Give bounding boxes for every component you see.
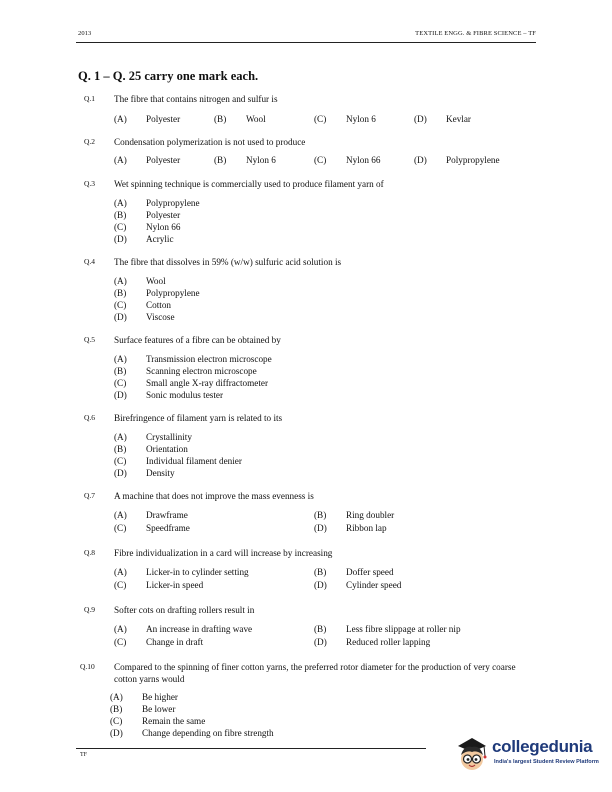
section-title: Q. 1 – Q. 25 carry one mark each. (78, 69, 259, 83)
option-a: (A) Be higher (110, 692, 178, 702)
option-c: (C) Small angle X-ray diffractometer (114, 378, 269, 388)
option-a: (A) An increase in drafting wave (114, 624, 253, 634)
watermark-tagline: India's largest Student Review Platform (494, 759, 599, 765)
option-b: (B) Be lower (110, 704, 176, 714)
option-d: (D) Ribbon lap (314, 523, 387, 533)
option-d: (D) Polypropylene (414, 155, 500, 165)
question-number: Q.8 (84, 548, 96, 557)
option-a: (A) Drawframe (114, 510, 188, 520)
option-d: (D) Sonic modulus tester (114, 390, 224, 400)
option-a: (A) Polyester (114, 114, 181, 124)
option-a: (A) Crystallinity (114, 432, 192, 442)
question-number: Q.10 (80, 662, 95, 671)
question-text: Condensation polymerization is not used to produce (114, 137, 306, 147)
option-a: (A) Licker-in to cylinder setting (114, 567, 249, 577)
question-number: Q.5 (84, 335, 96, 344)
option-d: (D) Reduced roller lapping (314, 637, 431, 647)
option-b: (B) Scanning electron microscope (114, 366, 257, 376)
question-text: Compared to the spinning of finer cotton yarns, the preferred rotor diameter for the production of very coarse cotton yarns would (114, 662, 516, 684)
question-text: Wet spinning technique is commercially used to produce filament yarn of (114, 179, 384, 189)
option-c: (C) Speedframe (114, 523, 190, 533)
option-b: (B) Polyester (114, 210, 181, 220)
option-d: (D) Cylinder speed (314, 580, 402, 590)
watermark-name: collegedunia (492, 737, 593, 756)
option-d: (D) Acrylic (114, 234, 174, 244)
option-c: (C) Cotton (114, 300, 172, 310)
question-text: Fibre individualization in a card will increase by increasing (114, 548, 333, 558)
option-b: (B) Orientation (114, 444, 188, 454)
question-number: Q.4 (84, 257, 96, 266)
question-text: Birefringence of filament yarn is related to its (114, 413, 283, 423)
question-text: Softer cots on drafting rollers result in (114, 605, 255, 615)
option-a: (A) Wool (114, 276, 166, 286)
question-number: Q.6 (84, 413, 96, 422)
option-d: (D) Change depending on fibre strength (110, 728, 274, 738)
question-text: Surface features of a fibre can be obtained by (114, 335, 281, 345)
question-text: The fibre that dissolves in 59% (w/w) sulfuric acid solution is (114, 257, 342, 267)
question-number: Q.1 (84, 94, 96, 103)
question-number: Q.7 (84, 491, 96, 500)
question-number: Q.2 (84, 137, 96, 146)
option-a: (A) Polypropylene (114, 198, 200, 208)
option-c: (C) Nylon 6 (314, 114, 376, 124)
question-text: A machine that does not improve the mass evenness is (114, 491, 314, 501)
question-number: Q.3 (84, 179, 96, 188)
option-c: (C) Remain the same (110, 716, 206, 726)
header-subject: TEXTILE ENGG. & FIBRE SCIENCE – TF (415, 30, 536, 37)
footer-rule (76, 748, 426, 749)
option-c: (C) Nylon 66 (114, 222, 181, 232)
option-c: (C) Licker-in speed (114, 580, 204, 590)
option-a: (A) Transmission electron microscope (114, 354, 272, 364)
question-text: The fibre that contains nitrogen and sulfur is (114, 94, 278, 104)
option-a: (A) Polyester (114, 155, 181, 165)
option-b: (B) Polypropylene (114, 288, 200, 298)
header-year: 2013 (78, 30, 92, 37)
mascot-icon (452, 730, 492, 776)
option-c: (C) Individual filament denier (114, 456, 242, 466)
collegedunia-watermark (452, 730, 602, 776)
option-c: (C) Change in draft (114, 637, 204, 647)
option-d: (D) Density (114, 468, 175, 478)
option-b: (B) Less fibre slippage at roller nip (314, 624, 461, 634)
footer-code: TF (80, 752, 88, 758)
option-b: (B) Wool (214, 114, 266, 124)
option-d: (D) Viscose (114, 312, 175, 322)
question-number: Q.9 (84, 605, 96, 614)
option-d: (D) Kevlar (414, 114, 471, 124)
option-b: (B) Ring doubler (314, 510, 395, 520)
header-rule (76, 42, 536, 43)
option-b: (B) Doffer speed (314, 567, 394, 577)
option-c: (C) Nylon 66 (314, 155, 381, 165)
option-b: (B) Nylon 6 (214, 155, 276, 165)
